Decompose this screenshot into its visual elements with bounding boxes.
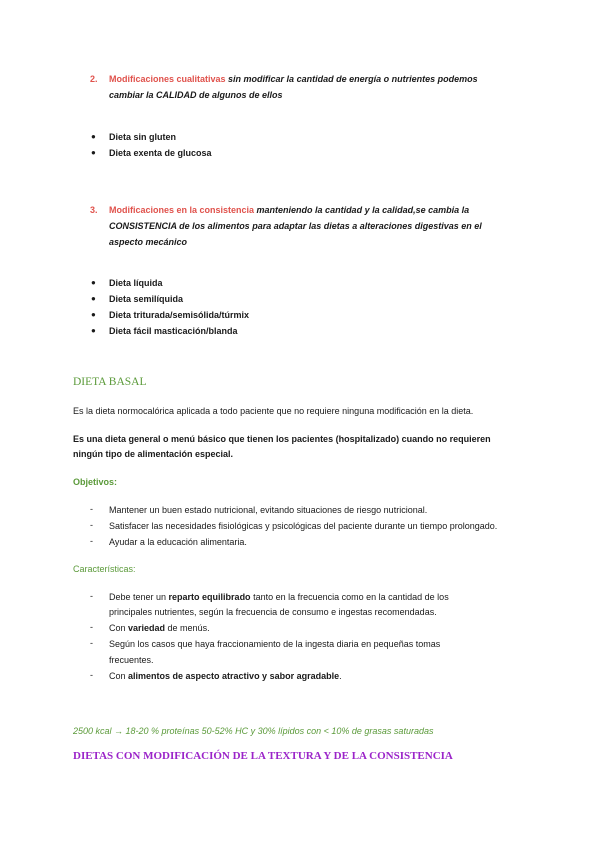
caracteristicas-label: Características: xyxy=(73,564,136,574)
car4-pre: Con xyxy=(109,671,129,681)
caracteristica-item xyxy=(109,669,342,684)
objetivos-label: Objetivos: xyxy=(73,477,118,487)
section-3-desc-1: manteniendo la cantidad y la calidad,se cambia la xyxy=(254,205,470,215)
dieta-basal-intro: Es la dieta normocalórica aplicada a todo paciente que no requiere ninguna modificación en la dieta. xyxy=(73,406,474,416)
dash-marker: - xyxy=(90,504,93,514)
section-3-desc-2: CONSISTENCIA de los alimentos para adaptar las dietas a alteraciones digestivas en el xyxy=(109,221,482,231)
dash-marker: - xyxy=(90,622,93,632)
list-item: Dieta semilíquida xyxy=(109,294,184,304)
section-2-desc-1: sin modificar la cantidad de energía o nutrientes podemos xyxy=(225,74,478,84)
dash-marker: - xyxy=(90,536,93,546)
caracteristica-item-cont: frecuentes. xyxy=(109,655,154,665)
dash-marker: - xyxy=(90,670,93,680)
caracteristica-item-cont: principales nutrientes, según la frecuencia de consumo e ingestas recomendadas. xyxy=(109,607,437,617)
list-item: Dieta triturada/semisólida/túrmix xyxy=(109,310,250,320)
car4-bold: alimentos de aspecto atractivo y sabor agradable xyxy=(128,671,340,681)
section-3-number: 3. xyxy=(90,205,98,215)
car1-pre: Debe tener un xyxy=(109,592,169,602)
list-item: Dieta líquida xyxy=(109,278,163,288)
bullet-icon: ● xyxy=(91,326,96,335)
section-2-text xyxy=(109,72,529,87)
section-3-title: Modificaciones en la consistencia xyxy=(109,205,255,215)
objetivo-item: Satisfacer las necesidades fisiológicas y psicológicas del paciente durante un tiempo prolongado. xyxy=(109,521,498,531)
car2-post: de menús. xyxy=(165,623,210,633)
dieta-basal-heading: DIETA BASAL xyxy=(73,376,147,388)
dash-marker: - xyxy=(90,520,93,530)
dash-marker: - xyxy=(90,638,93,648)
section-3-text xyxy=(109,203,529,218)
caracteristica-item xyxy=(109,590,449,605)
car2-pre: Con xyxy=(109,623,129,633)
list-item: Dieta sin gluten xyxy=(109,132,177,142)
bullet-icon: ● xyxy=(91,310,96,319)
section-2-title: Modificaciones cualitativas xyxy=(109,74,226,84)
car4-post: . xyxy=(339,671,342,681)
dash-marker: - xyxy=(90,591,93,601)
bullet-icon: ● xyxy=(91,148,96,157)
textura-heading: DIETAS CON MODIFICACIÓN DE LA TEXTURA Y DE LA CONSISTENCIA xyxy=(73,750,453,762)
car1-post: tanto en la frecuencia como en la cantidad de los xyxy=(250,592,449,602)
caracteristica-item xyxy=(109,621,210,636)
list-item: Dieta fácil masticación/blanda xyxy=(109,326,238,336)
dieta-basal-definition-2: ningún tipo de alimentación especial. xyxy=(73,449,234,459)
bullet-icon: ● xyxy=(91,278,96,287)
bullet-icon: ● xyxy=(91,132,96,141)
list-item: Dieta exenta de glucosa xyxy=(109,148,212,158)
car2-bold: variedad xyxy=(128,623,166,633)
objetivo-item: Mantener un buen estado nutricional, evitando situaciones de riesgo nutricional. xyxy=(109,505,428,515)
car1-bold: reparto equilibrado xyxy=(168,592,251,602)
dieta-basal-definition-1: Es una dieta general o menú básico que tienen los pacientes (hospitalizado) cuando no requieren xyxy=(73,434,491,444)
bullet-icon: ● xyxy=(91,294,96,303)
kcal-summary: 2500 kcal → 18-20 % proteínas 50-52% HC y 30% lípidos con < 10% de grasas saturadas xyxy=(73,726,434,736)
caracteristica-item: Según los casos que haya fraccionamiento de la ingesta diaria en pequeñas tomas xyxy=(109,639,441,649)
objetivo-item: Ayudar a la educación alimentaria. xyxy=(109,537,247,547)
section-2-number: 2. xyxy=(90,74,98,84)
section-3-desc-3: aspecto mecánico xyxy=(109,237,188,247)
section-2-desc-2: cambiar la CALIDAD de algunos de ellos xyxy=(109,90,283,100)
